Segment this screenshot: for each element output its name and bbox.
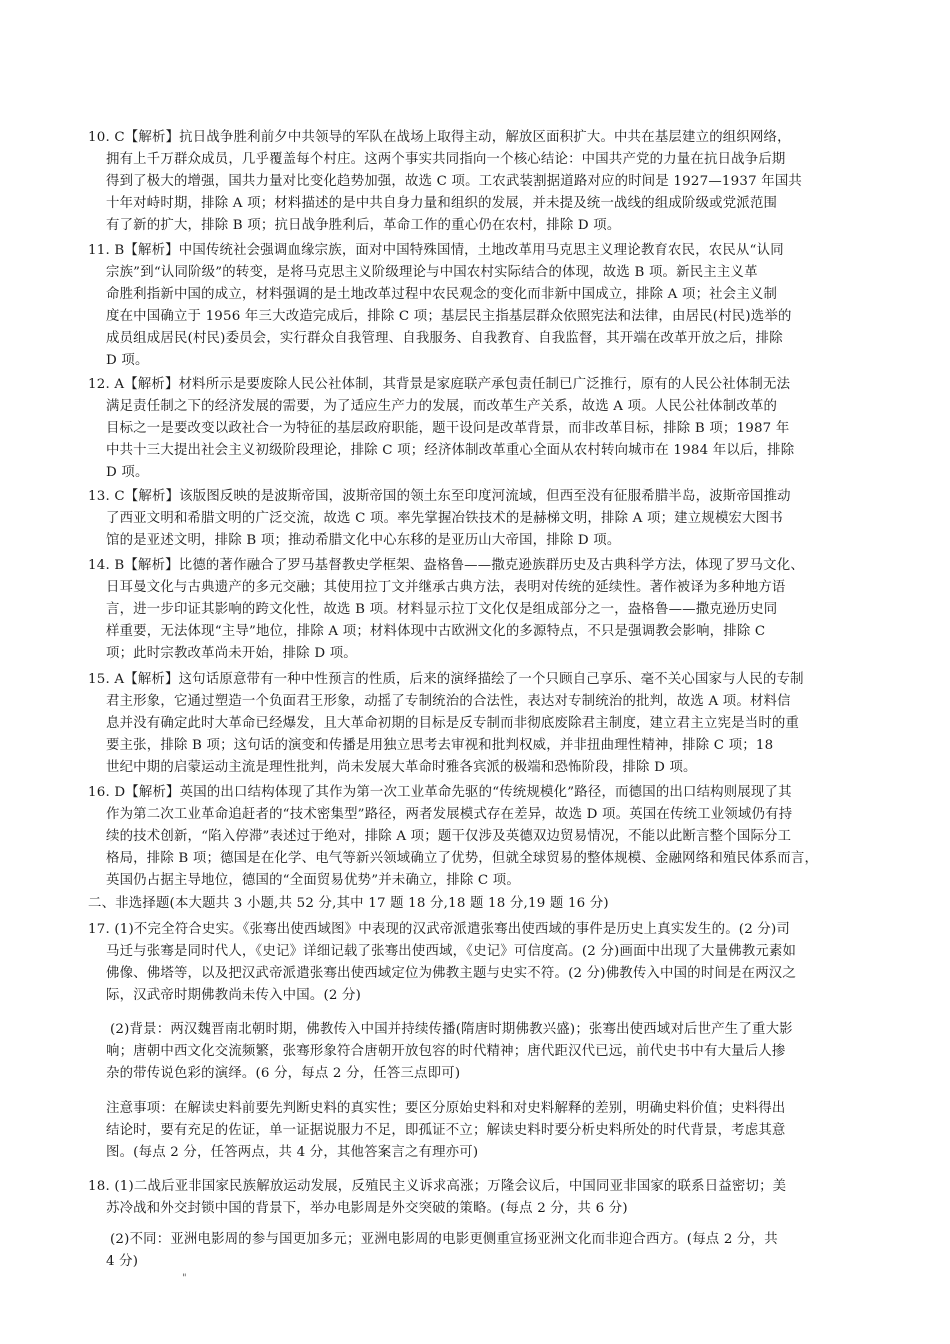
text-line: 11. B【解析】中国传统社会强调血缘宗族，面对中国特殊国情，土地改革用马克思主义理论教育农民，农民从“认同 bbox=[88, 243, 784, 258]
text-line: 注意事项：在解读史料前要先判断史料的真实性；要区分原始史料和对史料解释的差别，明确史料价值；史料得出 bbox=[106, 1101, 786, 1116]
text-line: 16. D【解析】英国的出口结构体现了其作为第一次工业革命先驱的“传统规模化”路径，而德国的出口结构则展现了其 bbox=[88, 785, 792, 800]
stray-mark: " bbox=[182, 1273, 187, 1284]
text-line: 18. (1)二战后亚非国家民族解放运动发展，反殖民主义诉求高涨；万隆会议后，中国同亚非国家的联系日益密切；美 bbox=[88, 1179, 787, 1194]
text-line: 作为第二次工业革命追赶者的“技术密集型”路径，两者发展模式存在差异，故选 D 项。英国在传统工业领域仍有持 bbox=[106, 807, 793, 822]
section-heading: 二、非选择题(本大题共 3 小题,共 52 分,其中 17 题 18 分,18 题 18 分,19 题 16 分) bbox=[88, 896, 609, 911]
text-line: 息并没有确定此时大革命已经爆发，且大革命初期的目标是反专制而非彻底废除君主制度，建立君主立宪是当时的重 bbox=[106, 716, 800, 731]
text-line: 10. C【解析】抗日战争胜利前夕中共领导的军队在战场上取得主动，解放区面积扩大。中共在基层建立的组织网络， bbox=[88, 130, 791, 145]
text-line: 结论时，要有充足的佐证，单一证据说服力不足，即孤证不立；解读史料时要分析史料所处的时代背景，考虑其意 bbox=[106, 1123, 786, 1138]
text-line: 拥有上千万群众成员，几乎覆盖每个村庄。这两个事实共同指向一个核心结论：中国共产党的力量在抗日战争后期 bbox=[106, 152, 786, 167]
text-line: (2)不同：亚洲电影周的参与国更加多元；亚洲电影周的电影更侧重宣扬亚洲文化而非迎合西方。(每点 2 分，共 bbox=[110, 1232, 778, 1247]
text-line: 样重要，无法体现“主导”地位，排除 A 项；材料体现中古欧洲文化的多源特点，不只是强调教会影响，排除 C bbox=[106, 624, 766, 639]
text-line: 17. (1)不完全符合史实。《张骞出使西域图》中表现的汉武帝派遣张骞出使西域的事件是历史上真实发生的。(2 分)司 bbox=[88, 922, 790, 937]
text-line: 13. C【解析】该版图反映的是波斯帝国，波斯帝国的领土东至印度河流域，但西至没有征服希腊半岛，波斯帝国推动 bbox=[88, 489, 791, 504]
text-line: 杂的带传说色彩的演绎。(6 分，每点 2 分，任答三点即可) bbox=[106, 1066, 461, 1081]
text-line: 馆的是亚述文明，排除 B 项；推动希腊文化中心东移的是亚历山大帝国，排除 D 项。 bbox=[106, 533, 621, 548]
text-line: 十年对峙时期，排除 A 项；材料描述的是中共自身力量和组织的发展，并未提及统一战线的组成阶级或党派范围 bbox=[106, 196, 778, 211]
text-line: 15. A【解析】这句话原意带有一种中性预言的性质，后来的演绎描绘了一个只顾自己享乐、毫不关心国家与人民的专制 bbox=[88, 672, 804, 687]
text-line: 英国仍占据主导地位，德国的“全面贸易优势”并未确立，排除 C 项。 bbox=[106, 873, 520, 888]
text-line: 苏冷战和外交封锁中国的背景下，举办电影周是外交突破的策略。(每点 2 分，共 6 分) bbox=[106, 1201, 628, 1216]
text-line: 世纪中期的启蒙运动主流是理性批判，尚未发展大革命时雅各宾派的极端和恐怖阶段，排除 D 项。 bbox=[106, 760, 697, 775]
text-line: 君主形象，它通过塑造一个负面君王形象，动摇了专制统治的合法性，表达对专制统治的批判，故选 A 项。材料信 bbox=[106, 694, 791, 709]
text-line: 12. A【解析】材料所示是要废除人民公社体制，其背景是家庭联产承包责任制已广泛推行，原有的人民公社体制无法 bbox=[88, 377, 791, 392]
text-line: 度在中国确立于 1956 年三大改造完成后，排除 C 项；基层民主指基层群众依照宪法和法律，由居民(村民)选举的 bbox=[106, 309, 792, 324]
text-line: 满足责任制之下的经济发展的需要，为了适应生产力的发展，而改革生产关系，故选 A 项。人民公社体制改革的 bbox=[106, 399, 778, 414]
text-line: 日耳曼文化与古典遗产的多元交融；其使用拉丁文并继承古典方法，表明对传统的延续性。著作被译为多种地方语 bbox=[106, 580, 786, 595]
text-line: 要主张，排除 B 项；这句话的演变和传播是用独立思考去审视和批判权威，并非扭曲理性精神，排除 C 项；18 bbox=[106, 738, 774, 753]
text-line: D 项。 bbox=[106, 465, 149, 480]
text-line: 命胜利指新中国的成立，材料强调的是土地改革过程中农民观念的变化而非新中国成立，排除 A 项；社会主义制 bbox=[106, 287, 778, 302]
text-line: 项；此时宗教改革尚未开始，排除 D 项。 bbox=[106, 646, 357, 661]
text-line: 际，汉武帝时期佛教尚未传入中国。(2 分) bbox=[106, 988, 362, 1003]
text-line: 图。(每点 2 分，任答两点，共 4 分，其他答案言之有理亦可) bbox=[106, 1145, 479, 1160]
text-line: 了西亚文明和希腊文明的广泛交流，故选 C 项。率先掌握冶铁技术的是赫梯文明，排除 A 项；建立规模宏大图书 bbox=[106, 511, 783, 526]
text-line: (2)背景：两汉魏晋南北朝时期，佛教传入中国并持续传播(隋唐时期佛教兴盛)；张骞出使西域对后世产生了重大影 bbox=[110, 1022, 793, 1037]
text-line: D 项。 bbox=[106, 353, 149, 368]
text-line: 格局，排除 B 项；德国是在化学、电气等新兴领域确立了优势，但就全球贸易的整体规模、金融网络和殖民体系而言， bbox=[106, 851, 819, 866]
text-line: 宗族”到“认同阶级”的转变，是将马克思主义阶级理论与中国农村实际结合的体现，故选 B 项。新民主主义革 bbox=[106, 265, 758, 280]
text-line: 4 分) bbox=[106, 1254, 139, 1269]
text-line: 中共十三大提出社会主义初级阶段理论，排除 C 项；经济体制改革重心全面从农村转向城市在 1984 年以后，排除 bbox=[106, 443, 795, 458]
text-line: 言，进一步印证其影响的跨文化性，故选 B 项。材料显示拉丁文化仅是组成部分之一，盎格鲁——撒克逊历史同 bbox=[106, 602, 778, 617]
text-line: 马迁与张骞是同时代人，《史记》详细记载了张骞出使西域，《史记》可信度高。(2 分)画面中出现了大量佛教元素如 bbox=[106, 944, 797, 959]
text-line: 得到了极大的增强，国共力量对比变化趋势加强，故选 C 项。工农武装割据道路对应的时间是 1927—1937 年国共 bbox=[106, 174, 803, 189]
text-line: 佛像、佛塔等，以及把汉武帝派遣张骞出使西域定位为佛教主题与史实不符。(2 分)佛教传入中国的时间是在两汉之 bbox=[106, 966, 796, 981]
text-line: 目标之一是要改变以政社合一为特征的基层政府职能，题干设问是改革背景，而非改革目标，排除 B 项；1987 年 bbox=[106, 421, 790, 436]
text-line: 有了新的扩大，排除 B 项；抗日战争胜利后，革命工作的重心仍在农村，排除 D 项。 bbox=[106, 218, 621, 233]
text-line: 续的技术创新，“陷入停滞”表述过于绝对，排除 A 项；题干仅涉及英德双边贸易情况，不能以此断言整个国际分工 bbox=[106, 829, 792, 844]
text-line: 14. B【解析】比德的著作融合了罗马基督教史学框架、盎格鲁——撒克逊族群历史及古典科学方法，体现了罗马文化、 bbox=[88, 558, 804, 573]
text-line: 成员组成居民(村民)委员会，实行群众自我管理、自我服务、自我教育、自我监督，其开端在改革开放之后，排除 bbox=[106, 331, 783, 346]
text-line: 响；唐朝中西文化交流频繁，张骞形象符合唐朝开放包容的时代精神；唐代距汉代已远，前代史书中有大量后人掺 bbox=[106, 1044, 786, 1059]
